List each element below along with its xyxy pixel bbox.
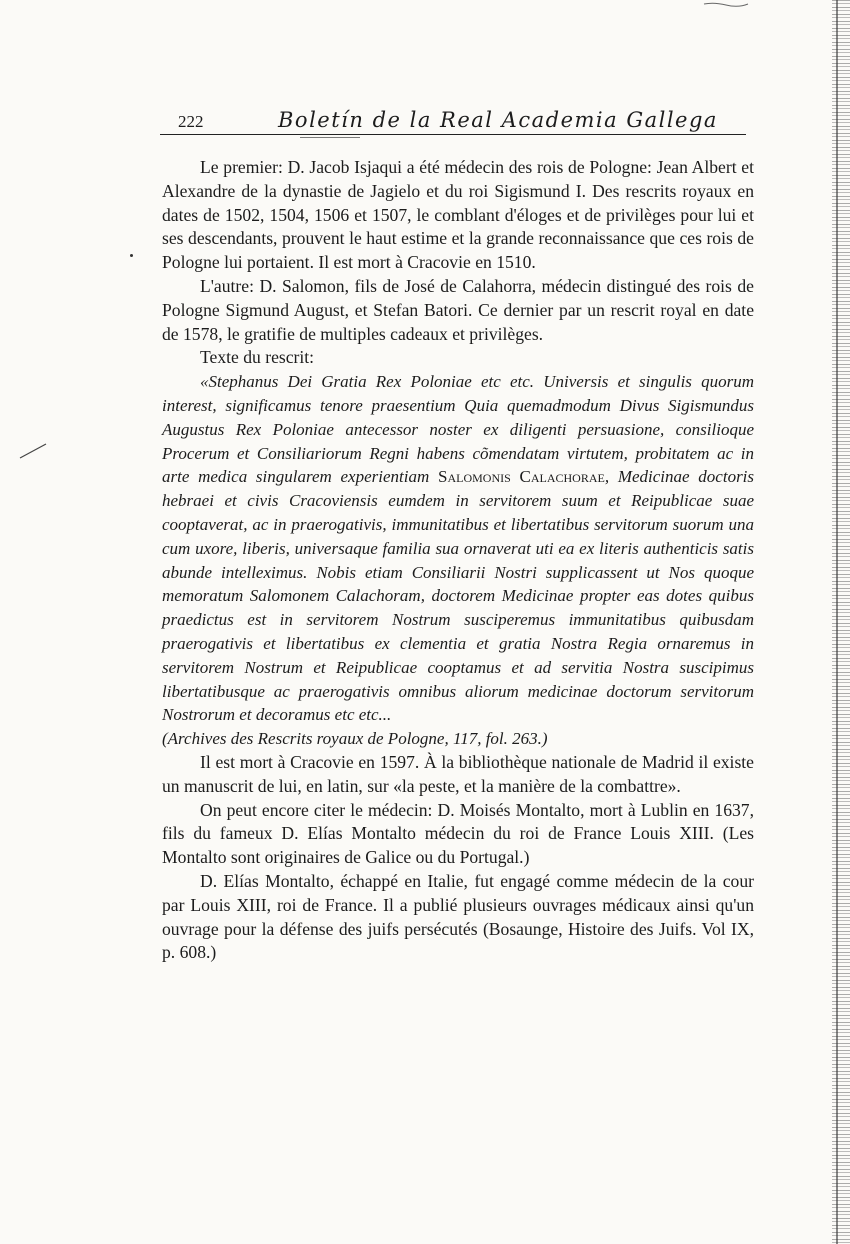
page-edge-line xyxy=(836,0,838,1244)
running-title: Boletín de la Real Academia Gallega xyxy=(278,108,718,132)
paragraph-death-cracovie: Il est mort à Cracovie en 1597. À la bibliothèque nationale de Madrid il existe un manuscrit de lui, en latin, sur «la peste, et la manière de la combattre». xyxy=(162,751,754,796)
paragraph-elias-montalto: D. Elías Montalto, échappé en Italie, fut engagé comme médecin de la cour par Louis XIII, roi de France. Il a publié plusieurs ouvrages médicaux ainsi qu'un ouvrage pour la défense des juifs persécutés (Bosaunge, Histoire des Juifs. Vol IX, p. 608.) xyxy=(162,870,754,963)
archive-citation: (Archives des Rescrits royaux de Pologne, 117, fol. 263.) xyxy=(162,729,548,749)
paragraph-rescript-intro: Texte du rescrit: xyxy=(200,347,315,368)
latin-rescript-part-b: , Medicinae doctoris hebraei et civis Cracoviensis eumdem in servitorem suum et Reipublicae suae cooptaverat, ac in praerogativis, immunitatibus et libertatibus servitorum suorum una cum uxore, liberis, universaque familia sua ornaverat uti ea ex literis authenticis satis abunde intelleximus. Nobis etiam Consiliarii Nostri supplicassent ut Nos quoque memoratum Salomonem Calachoram, doctorem Medicinae propter eas dotes quibus praedictus est in servitorem Nostrum susciperemus immunitatibus quibusdam praerogativis et libertatibus ex clementia et gratia Nostra Regia ornaremus in servitorem Nostrum et Reipublicae cooptamus et ad servitia Nostra suscipimus libertatibusque ac praerogativis omnibus aliorum medicinae doctorum servitorum Nostrorum et decoramus etc etc... xyxy=(162,467,755,725)
header-rule xyxy=(160,134,746,135)
latin-rescript-name: Salomonis Calachorae xyxy=(438,467,605,487)
page-edge-shadow xyxy=(832,0,850,1244)
margin-dot xyxy=(130,254,133,257)
paragraph-salomon: L'autre: D. Salomon, fils de José de Calahorra, médecin distingué des rois de Pologne Sigmund August, et Stefan Batori. Ce dernier par un rescrit royal en date de 1578, le gratifie de multiples cadeaux et privilèges. xyxy=(162,275,754,344)
article-body xyxy=(162,156,754,965)
latin-rescript xyxy=(162,370,754,727)
paragraph-moises-montalto: On peut encore citer le médecin: D. Moisés Montalto, mort à Lublin en 1637, fils du fameux D. Elías Montalto médecin du roi de France Louis XIII. (Les Montalto sont originaires de Galice ou du Portugal.) xyxy=(162,799,754,868)
page-number: 222 xyxy=(178,112,204,131)
margin-pencil-stroke xyxy=(18,442,48,460)
latin-rescript-part-a: «Stephanus Dei Gratia Rex Poloniae etc etc. Universis et singulis quorum interest, significamus tenore praesentium Quia quemadmodum Divus Sigismundus Augustus Rex Poloniae antecessor noster ex diligenti persuasione, consilioque Procerum et Consiliariorum Regni habens cõmendatam virtutem, probitatem ac in arte medica singularem experientiam xyxy=(162,372,754,487)
paragraph-jacob-isjaqui: Le premier: D. Jacob Isjaqui a été médecin des rois de Pologne: Jean Albert et Alexandre de la dynastie de Jagielo et du roi Sigismund I. Des rescrits royaux en dates de 1502, 1504, 1506 et 1507, le comblant d'éloges et de privilèges pour lui et ses descendants, prouvent le haut estime et la grande reconnaissance que ces rois de Pologne lui portaient. Il est mort à Cracovie en 1510. xyxy=(162,157,754,273)
header-rule-accent xyxy=(300,137,360,138)
pencil-mark xyxy=(702,0,750,8)
